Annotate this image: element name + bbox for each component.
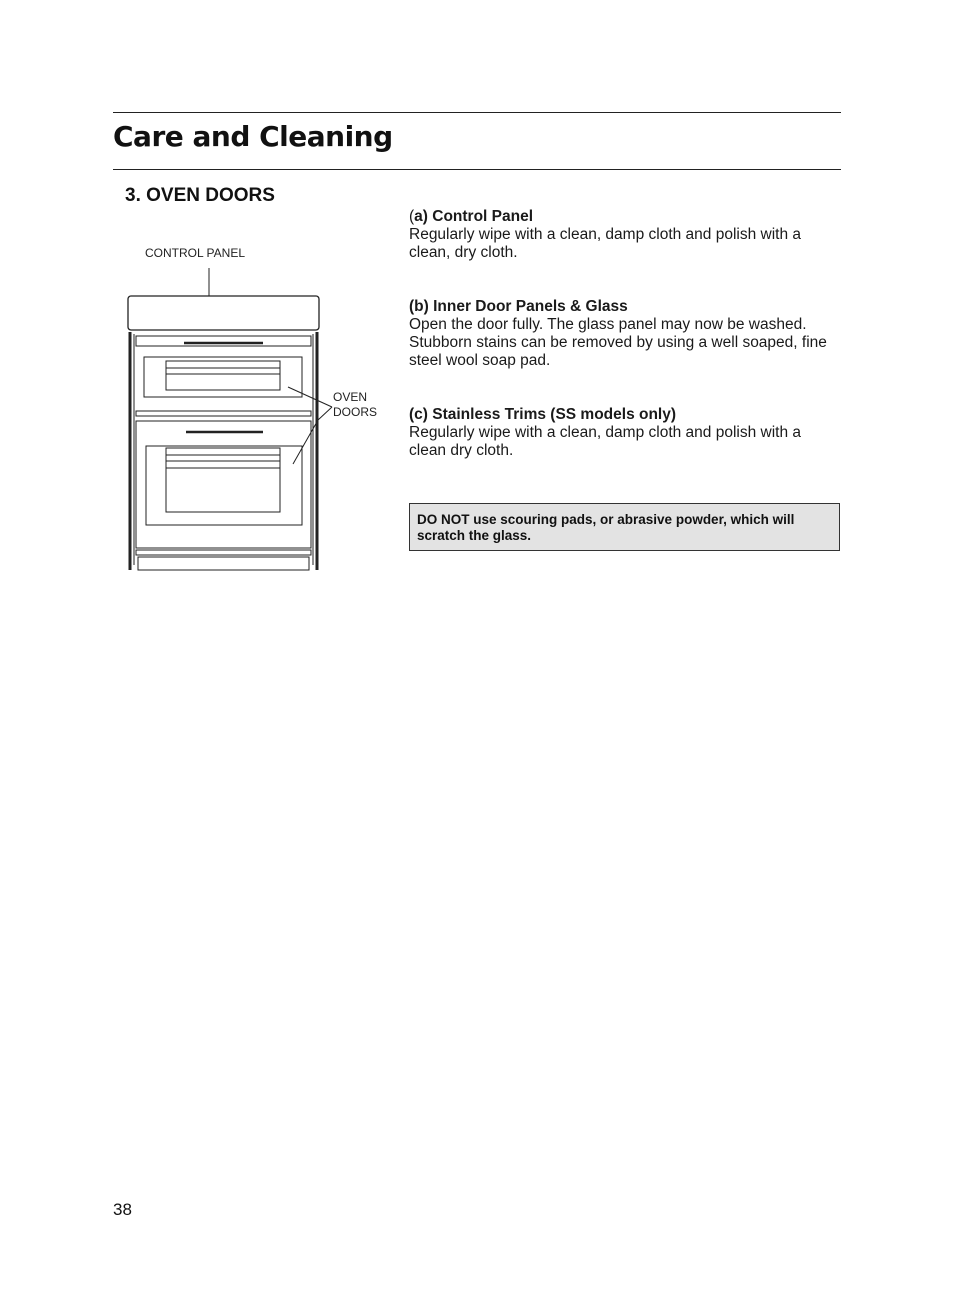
oven-doors-label-line1: OVEN [333,390,368,404]
item-body: Open the door fully. The glass panel may now be washed. Stubborn stains can be removed by using a well soaped, fine steel wool soap pad. [409,316,827,369]
item-heading: (b) Inner Door Panels & Glass [409,298,628,315]
section-title: 3. OVEN DOORS [125,185,275,206]
item-body: Regularly wipe with a clean, damp cloth and polish with a clean, dry cloth. [409,226,802,261]
item-control-panel [409,208,849,262]
item-stainless-trims [409,406,849,460]
item-prefix: ( [409,208,415,225]
control-panel-shape [128,296,319,330]
control-panel-label: CONTROL PANEL [145,246,246,260]
oven-diagram [120,235,390,580]
warning-box: DO NOT use scouring pads, or abrasive powder, which will scratch the glass. [409,503,840,551]
upper-oven-door [136,336,311,416]
title-rule [113,169,841,170]
item-heading: (c) Stainless Trims (SS models only) [409,406,677,423]
item-body: Regularly wipe with a clean, damp cloth and polish with a clean dry cloth. [409,424,802,459]
top-rule [113,112,841,113]
lower-oven-door [136,421,311,570]
item-heading: a) Control Panel [414,208,534,225]
page-title: Care and Cleaning [113,120,393,153]
page-number: 38 [113,1200,132,1219]
item-inner-door-panels [409,298,849,370]
oven-doors-label-line2: DOORS [333,405,378,419]
